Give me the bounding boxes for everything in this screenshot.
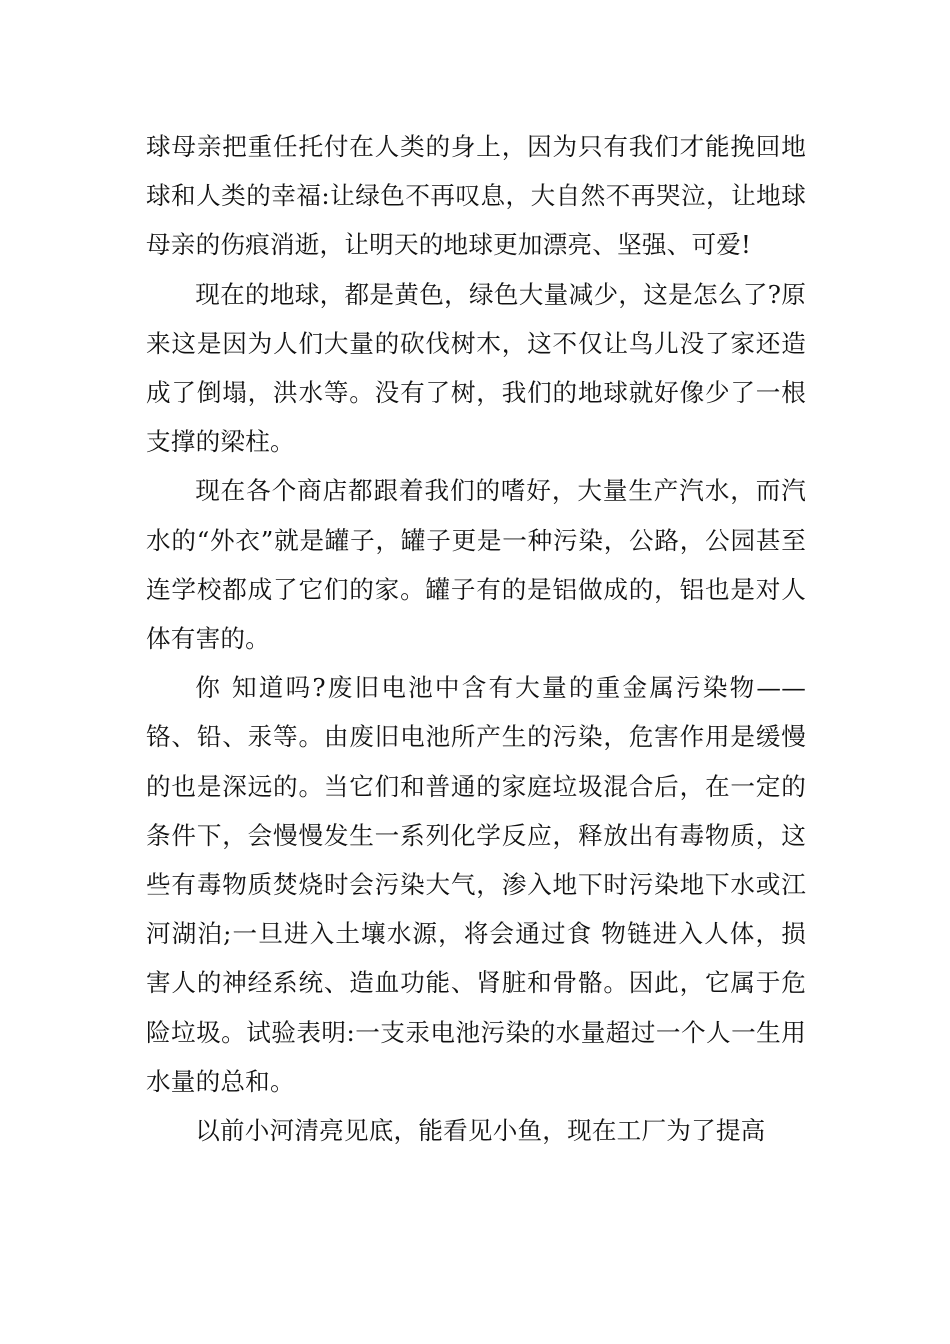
paragraph-4: 你 知道吗?废旧电池中含有大量的重金属污染物——铬、铅、汞等。由废旧电池所产生的污染，危害作用是缓慢的也是深远的。当它们和普通的家庭垃圾混合后，在一定的条件下，会慢慢发生一系列化学反应，释放出有毒物质，这些有毒物质焚烧时会污染大气，渗入地下时污染地下水或江河湖泊;一旦进入土壤水源，将会通过食 物链进入人体，损害人的神经系统、造血功能、肾脏和骨骼。因此，它属于危险垃圾。试验表明:一支汞电池污染的水量超过一个人一生用水量的总和。 [146,673,806,1096]
paragraph-5: 以前小河清亮见底，能看见小鱼，现在工厂为了提高 [195,1116,766,1146]
paragraph-3: 现在各个商店都跟着我们的嗜好，大量生产汽水，而汽水的“外衣”就是罐子，罐子更是一种污染，公路，公园甚至连学校都成了它们的家。罐子有的是铝做成的，铝也是对人体有害的。 [146,476,806,654]
document-body [146,122,806,1155]
paragraph-2: 现在的地球，都是黄色，绿色大量减少，这是怎么了?原来这是因为人们大量的砍伐树木，这不仅让鸟儿没了家还造成了倒塌，洪水等。没有了树，我们的地球就好像少了一根支撑的梁柱。 [146,279,806,457]
paragraph-1: 球母亲把重任托付在人类的身上，因为只有我们才能挽回地球和人类的幸福:让绿色不再叹息，大自然不再哭泣，让地球母亲的伤痕消逝，让明天的地球更加漂亮、坚强、可爱! [146,132,806,260]
